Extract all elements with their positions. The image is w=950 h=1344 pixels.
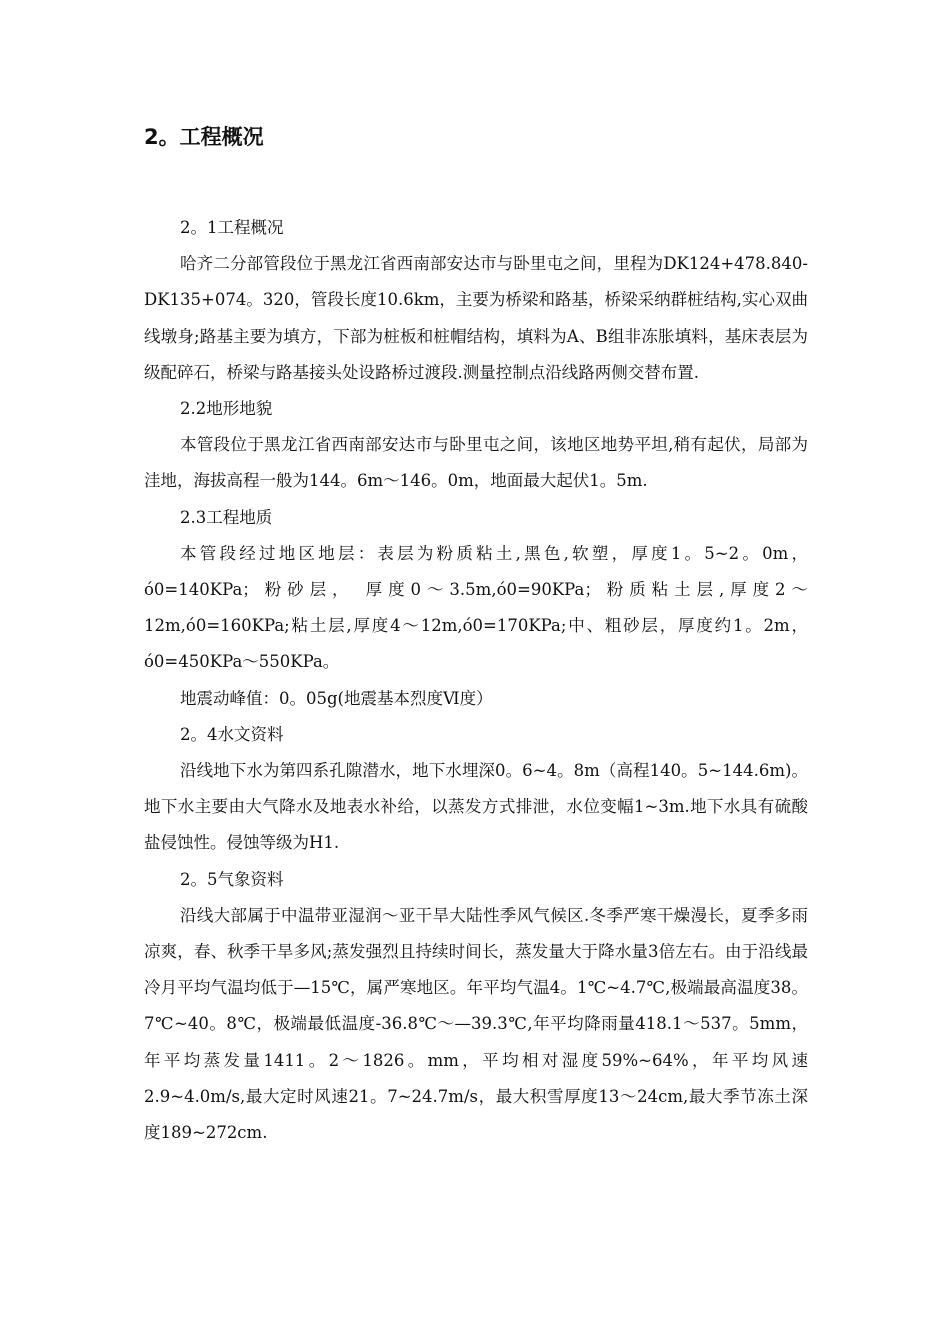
section-heading-hydrology: 2。4水文资料	[180, 724, 284, 744]
section-paragraph-hydrology: 沿线地下水为第四系孔隙潜水，地下水埋深0。6~4。8m（高程140。5~144.6m)。地下水主要由大气降水及地表水补给，以蒸发方式排泄，水位变幅1~3m.地下水具有硫酸盐侵蚀性。侵蚀等级为H1.	[144, 761, 808, 853]
document-body	[144, 210, 808, 1151]
section-paragraph-terrain: 本管段位于黑龙江省西南部安达市与卧里屯之间，该地区地势平坦,稍有起伏，局部为洼地，海拔高程一般为144。6m～146。0m，地面最大起伏1。5m.	[144, 435, 808, 491]
section-heading-climate: 2。5气象资料	[180, 869, 284, 889]
section-paragraph-seismic: 地震动峰值：0。05g(地震基本烈度Ⅵ度）	[180, 688, 493, 708]
section-heading-terrain: 2.2地形地貌	[180, 399, 273, 419]
section-paragraph-climate: 沿线大部属于中温带亚湿润～亚干旱大陆性季风气候区.冬季严寒干燥漫长，夏季多雨凉爽，春、秋季干旱多风;蒸发强烈且持续时间长，蒸发量大于降水量3倍左右。由于沿线最冷月平均气温均低于—15℃，属严寒地区。年平均气温4。1℃~4.7℃,极端最高温度38。7℃~40。8℃，极端最低温度-36.8℃～—39.3℃,年平均降雨量418.1～537。5mm，年平均蒸发量1411。2～1826。mm，平均相对湿度59%~64%，年平均风速2.9~4.0m/s,最大定时风速21。7~24.7m/s，最大积雪厚度13～24cm,最大季节冻土深度189~272cm.	[144, 905, 808, 1143]
section-heading-geology: 2.3工程地质	[180, 507, 273, 527]
section-paragraph-geology: 本管段经过地区地层：表层为粉质粘土,黑色,软塑，厚度1。5~2。0m，ό0=140KPa；粉砂层， 厚度0～3.5m,ό0=90KPa；粉质粘土层,厚度2～12m,ό0=160KPa;粘土层,厚度4～12m,ό0=170KPa;中、粗砂层，厚度约1。2m，ό0=450KPa～550KPa。	[144, 543, 808, 672]
section-heading-overview: 2。1工程概况	[180, 218, 284, 237]
page-title: 2。工程概况	[144, 125, 264, 149]
section-paragraph-overview: 哈齐二分部管段位于黑龙江省西南部安达市与卧里屯之间，里程为DK124+478.840-DK135+074。320，管段长度10.6km，主要为桥梁和路基，桥梁采纳群桩结构,实心双曲线墩身;路基主要为填方，下部为桩板和桩帽结构，填料为A、B组非冻胀填料，基床表层为级配碎石，桥梁与路基接头处设路桥过渡段.测量控制点沿线路两侧交替布置.	[144, 254, 808, 382]
